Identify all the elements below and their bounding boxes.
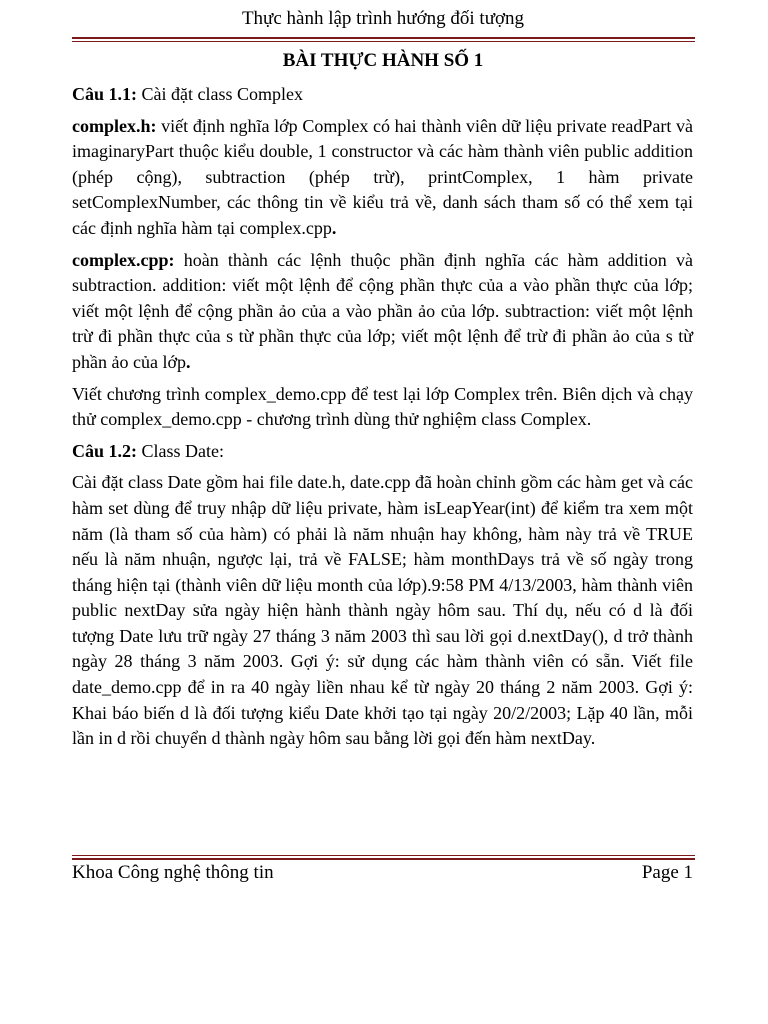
paragraph-complex-cpp-text: hoàn thành các lệnh thuộc phần định nghĩa các hàm addition và subtraction. addition: viết một lệnh để cộng phần thực của a vào phần thực của lớp; viết một lệnh để cộng phần ảo của a vào phần ảo của lớp. subtraction: viết một lệnh trừ đi phần thực của s từ phần thực của lớp; viết một lệnh để trừ đi phần ảo của s từ phần ảo của lớp [72, 249, 693, 372]
question-1-2 [72, 439, 693, 465]
paragraph-complex-h-text: viết định nghĩa lớp Complex có hai thành viên dữ liệu private readPart và imaginaryPart thuộc kiểu double, 1 constructor và các hàm thành viên public addition (phép cộng), subtraction (phép trừ), printComplex, 1 hàm private setComplexNumber, các thông tin về kiểu trả về, danh sách tham số có thể xem tại các định nghĩa hàm tại complex.cpp [72, 115, 693, 238]
paragraph-complex-demo: Viết chương trình complex_demo.cpp để test lại lớp Complex trên. Biên dịch và chạy thử complex_demo.cpp - chương trình dùng thử nghiệm class Complex. [72, 383, 693, 430]
paragraph-complex-cpp [72, 248, 693, 376]
question-1-2-text: Class Date: [137, 440, 225, 461]
header-rule-thin [72, 41, 695, 42]
page-header: Thực hành lập trình hướng đối tượng [241, 8, 525, 29]
question-1-2-label: Câu 1.2: [72, 440, 138, 461]
paragraph-complex-h-label: complex.h: [72, 115, 157, 136]
exercise-title: BÀI THỰC HÀNH SỐ 1 [282, 50, 484, 71]
footer-department: Khoa Công nghệ thông tin [72, 862, 274, 883]
paragraph-complex-cpp-end: . [185, 351, 191, 372]
paragraph-date: Cài đặt class Date gồm hai file date.h, date.cpp đã hoàn chỉnh gồm các hàm get và các hàm set dùng để truy nhập dữ liệu private, hàm isLeapYear(int) để kiểm tra xem một năm (là tham số của hàm) có phải là năm nhuận hay không, hàm này trả về TRUE nếu là năm nhuận, ngược lại, trả về FALSE; hàm monthDays trả về số ngày trong tháng hiện tại (thành viên dữ liệu month của lớp).9:58 PM 4/13/2003, hàm thành viên public nextDay sửa ngày hiện hành thành ngày hôm sau. Thí dụ, nếu có d là đối tượng Date lưu trữ ngày 27 tháng 3 năm 2003 thì sau lời gọi d.nextDay(), d trở thành ngày 28 tháng 3 năm 2003. Gợi ý: sử dụng các hàm thành viên có sẵn. Viết file date_demo.cpp để in ra 40 ngày liền nhau kể từ ngày 20 tháng 2 năm 2003. Gợi ý: Khai báo biến d là đối tượng kiểu Date khởi tạo tại ngày 20/2/2003; Lặp 40 lần, mỗi lần in d rồi chuyển d thành ngày hôm sau bằng lời gọi đến hàm nextDay. [72, 472, 693, 749]
question-1-1-text: Cài đặt class Complex [137, 84, 303, 104]
footer-rule-thin [72, 855, 695, 856]
paragraph-complex-h-end: . [331, 217, 337, 238]
question-1-1 [72, 82, 693, 108]
header-rule-thick [72, 37, 695, 39]
question-1-1-label: Câu 1.1: [72, 84, 138, 104]
paragraph-complex-cpp-label: complex.cpp: [72, 249, 175, 270]
footer-page-number: Page 1 [641, 862, 693, 883]
document-body [72, 82, 693, 758]
paragraph-complex-h [72, 114, 693, 242]
